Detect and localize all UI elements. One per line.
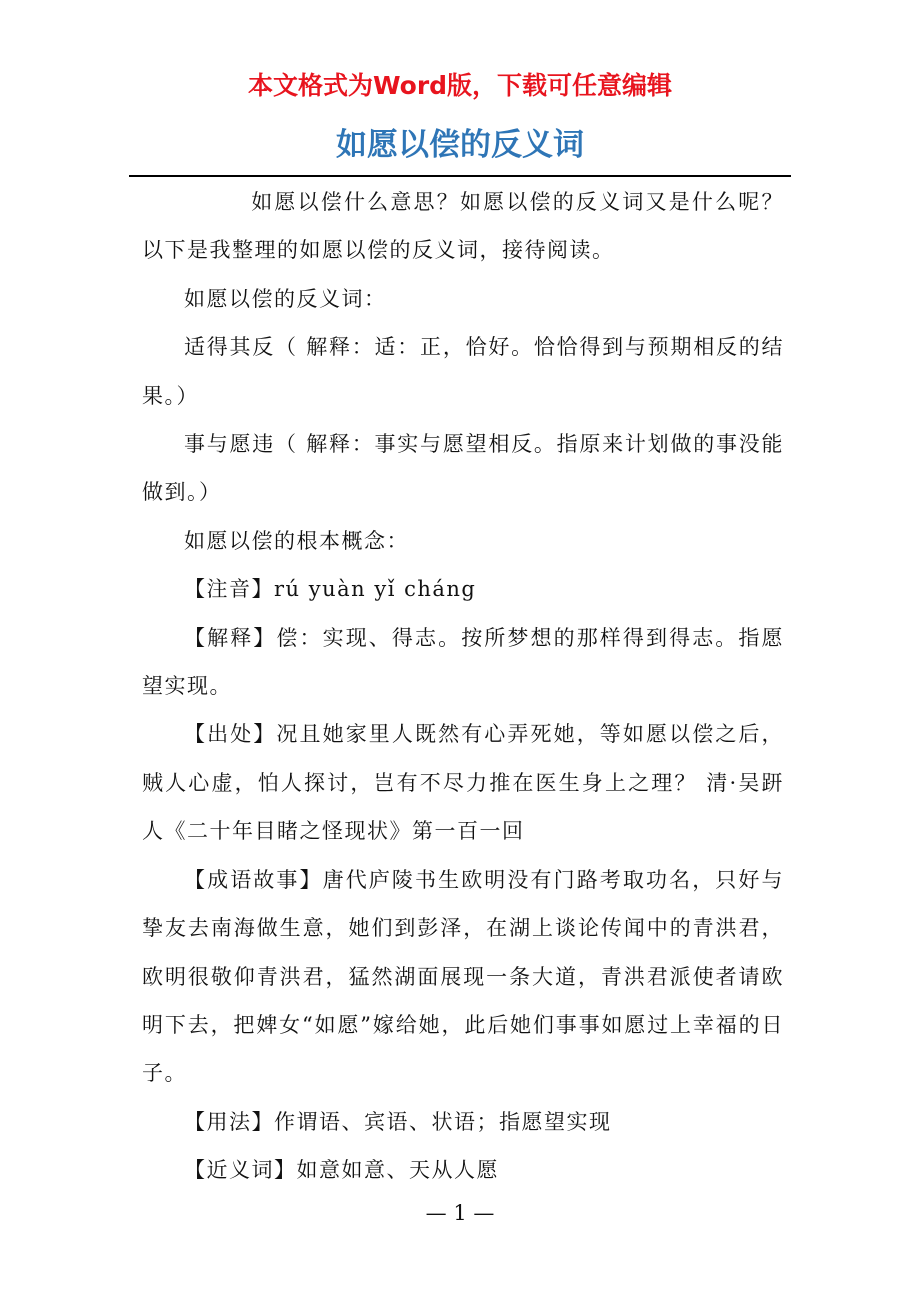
concept-heading: 如愿以偿的根本概念： xyxy=(184,528,409,553)
antonym-item-1: 适得其反（ 解释：适：正，恰好。恰恰得到与预期相反的结果。） xyxy=(142,335,784,408)
page-title: 如愿以偿的反义词 xyxy=(336,127,584,163)
antonym-item-2: 事与愿违（ 解释：事实与愿望相反。指原来计划做的事没能做到。） xyxy=(142,432,784,505)
story-paragraph: 【成语故事】唐代庐陵书生欧明没有门路考取功名，只好与挚友去南海做生意，她们到彭泽，在湖上谈论传闻中的青洪君，欧明很敬仰青洪君，猛然湖面展现一条大道，青洪君派使者请欧明下去，把婢女“如愿”嫁给她，此后她们事事如愿过上幸福的日子。 xyxy=(142,867,784,1086)
document-body xyxy=(142,178,784,1195)
usage-paragraph: 【用法】作谓语、宾语、状语；指愿望实现 xyxy=(184,1109,612,1134)
source-paragraph: 【出处】况且她家里人既然有心弄死她，等如愿以偿之后，贼人心虚，怕人探讨，岂有不尽力推在医生身上之理？ 清·吴趼人《二十年目睹之怪现状》第一百一回 xyxy=(142,722,784,844)
download-banner: 本文格式为Word版，下载可任意编辑 xyxy=(247,71,673,100)
page-number: — 1 — xyxy=(425,1201,495,1225)
synonym-paragraph: 【近义词】如意如意、天从人愿 xyxy=(184,1158,499,1183)
title-divider xyxy=(129,175,791,177)
explanation-paragraph: 【解释】偿：实现、得志。按所梦想的那样得到得志。指愿望实现。 xyxy=(142,625,784,699)
antonym-heading: 如愿以偿的反义词： xyxy=(184,286,387,311)
intro-paragraph: 如愿以偿什么意思？如愿以偿的反义词又是什么呢？以下是我整理的如愿以偿的反义词，接待阅读。 xyxy=(142,190,784,263)
pronunciation-paragraph: 【注音】rú yuàn yǐ cháng xyxy=(184,577,477,602)
